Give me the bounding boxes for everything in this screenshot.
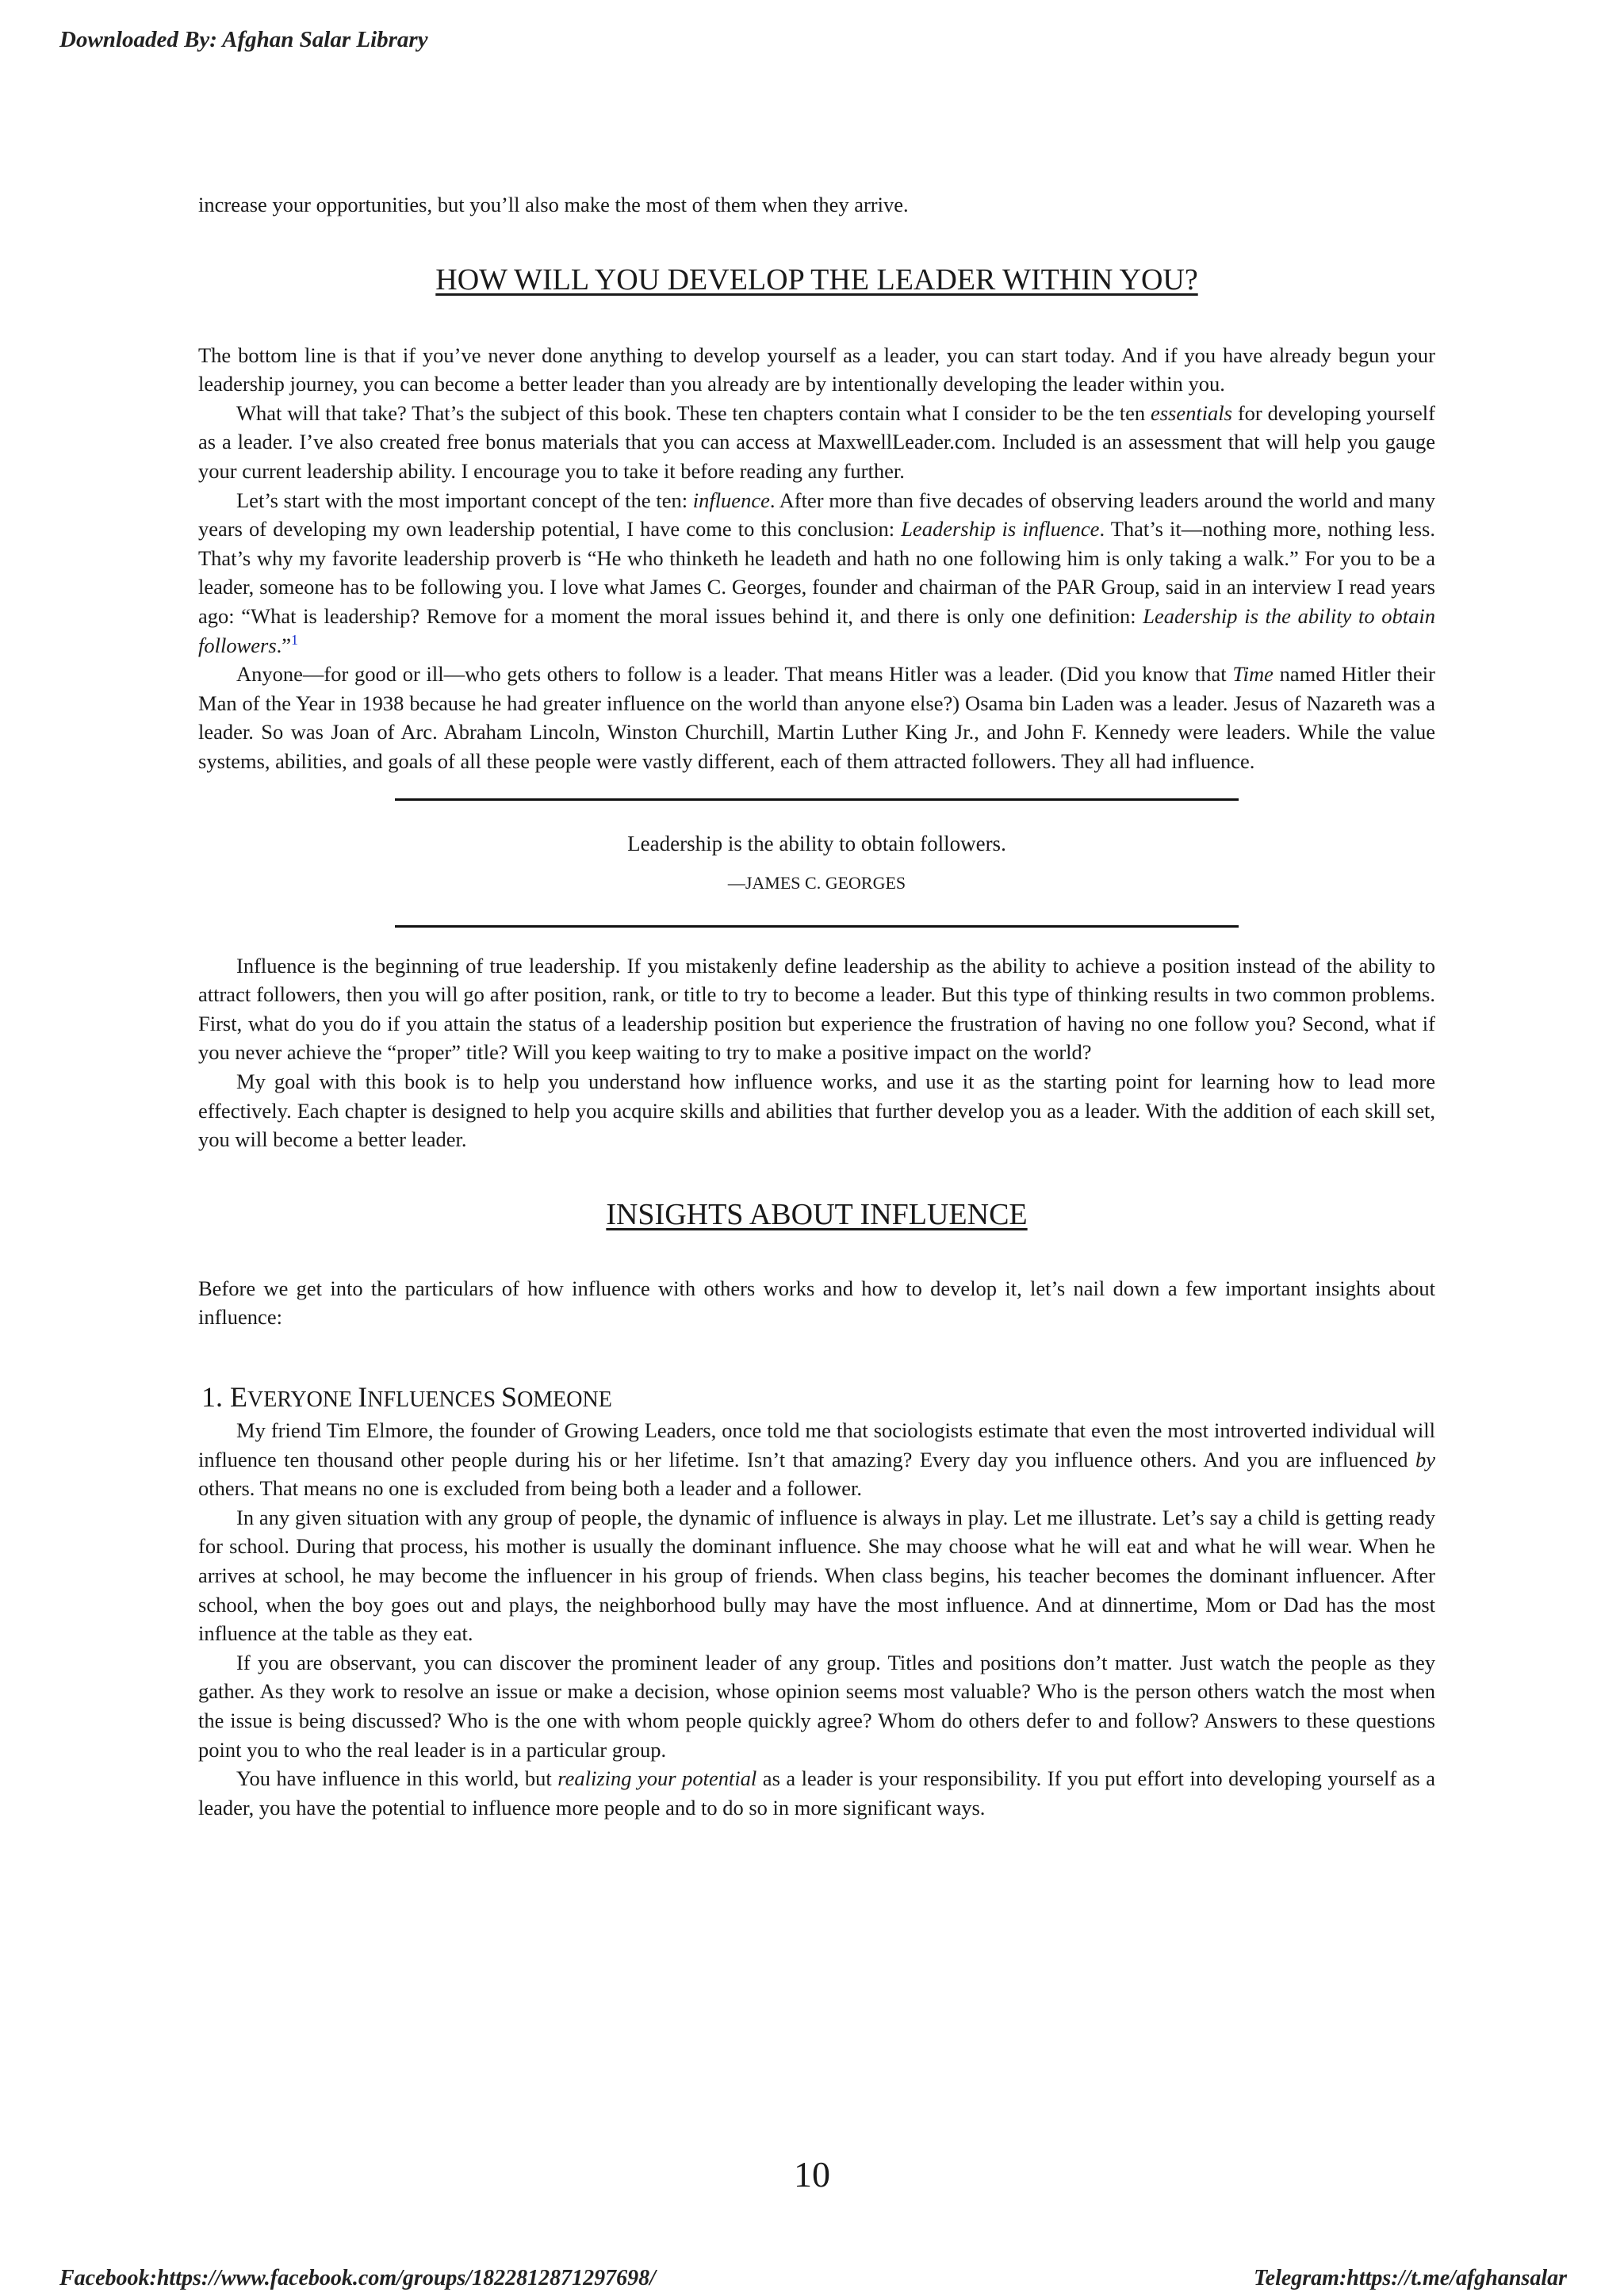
subheading: 1. EVERYONE INFLUENCES SOMEONE	[201, 1381, 612, 1414]
paragraph: increase your opportunities, but you’ll also make the most of them when they arrive.	[198, 193, 909, 216]
paragraph: If you are observant, you can discover the prominent leader of any group. Titles and positions don’t matter. Just watch the people as they gather. As they work to resolve an issue or make a decision, whose opinion seems most valuable? Who is the person others watch the most when the issue is being discussed? Who is the one with whom people quickly agree? Whom do others defer to and follow? Answers to these questions point you to who the real leader is in a particular group.	[198, 1650, 1435, 1762]
download-credit: Downloaded By: Afghan Salar Library	[59, 27, 428, 52]
paragraph: My goal with this book is to help you understand how influence works, and use it as the starting point for learning how to lead more effectively. Each chapter is designed to help you acquire skills and abilities that further develop you as a leader. With the addition of each skill set, you will become a better leader.	[198, 1070, 1435, 1152]
paragraph: You have influence in this world, but realizing your potential as a leader is your responsibility. If you put effort into developing yourself as a leader, you have the potential to influence more people and to do so in more significant ways.	[198, 1766, 1436, 1820]
pull-quote: Leadership is the ability to obtain followers.	[627, 831, 1006, 855]
section-heading-develop: HOW WILL YOU DEVELOP THE LEADER WITHIN YOU?	[435, 262, 1198, 297]
paragraph: Let’s start with the most important concept of the ten: influence. After more than five decades of observing leaders around the world and many years of developing my own leadership potential, I have come to this conclusion: Leadership is influence. That’s it—nothing more, nothing less. That’s why my favorite leadership proverb is “He who thinketh he leadeth and hath no one following him is only taking a walk.” For you to be a leader, someone has to be following you. I love what James C. Georges, founder and chairman of the PAR Group, said in an interview I read years ago: “What is leadership? Remove for a moment the moral issues behind it, and there is only one definition: Leadership is the ability to obtain followers.”$^1$	[198, 488, 1435, 657]
paragraph: In any given situation with any group of people, the dynamic of influence is always in play. Let me illustrate. Let’s say a child is getting ready for school. During that process, his mother is usually the dominant influence. She may choose what he will eat and what he will wear. When he arrives at school, he may become the influencer in his group of friends. When class begins, his teacher becomes the dominant influencer. After school, when the boy goes out and plays, the neighborhood bully may have the most influence. And at dinnertime, Mom or Dad has the most influence at the table as they eat.	[198, 1505, 1435, 1646]
paragraph: Anyone—for good or ill—who gets others to follow is a leader. That means Hitler was a leader. (Did you know that Time named Hitler their Man of the Year in 1938 because he had greater influence on the world than anyone else?) Osama bin Laden was a leader. Jesus of Nazareth was a leader. So was Joan of Arc. Abraham Lincoln, Winston Churchill, Martin Luther King Jr., and John F. Kennedy were leaders. While the value systems, abilities, and goals of all these people were vastly different, each of them attracted followers. They all had influence.	[198, 662, 1435, 773]
footer-facebook-link[interactable]: Facebook:https://www.facebook.com/groups/1822812871297698/	[59, 2266, 656, 2290]
footnote-link[interactable]: 1	[291, 631, 299, 648]
paragraph: What will that take? That’s the subject of this book. These ten chapters contain what I consider to be the ten essentials for developing yourself as a leader. I’ve also created free bonus materials that you can access at MaxwellLeader.com. Included is an assessment that will help you gauge your current leadership ability. I encourage you to take it before reading any further.	[198, 400, 1435, 483]
paragraph: The bottom line is that if you’ve never done anything to develop yourself as a leader, you can start today. And if you have already begun your leadership journey, you can become a better leader than you already are by intentionally developing the leader within you.	[198, 342, 1435, 396]
section-heading-insights: INSIGHTS ABOUT INFLUENCE	[606, 1197, 1028, 1231]
footer-telegram-link[interactable]: Telegram:https://t.me/afghansalar	[1254, 2266, 1567, 2290]
page-body	[198, 190, 1435, 1822]
paragraph: Influence is the beginning of true leadership. If you mistakenly define leadership as the ability to achieve a position instead of the ability to attract followers, then you will go after position, rank, or title to try to become a leader. But this type of thinking results in two common problems. First, what do you do if you attain the status of a leadership position but experience the frustration of having no one follow you? Second, what if you never achieve the “proper” title? Will you keep waiting to try to make a positive impact on the world?	[198, 953, 1435, 1065]
paragraph: My friend Tim Elmore, the founder of Growing Leaders, once told me that sociologists estimate that even the most introverted individual will influence ten thousand other people during his or her lifetime. Isn’t that amazing? Every day you influence others. And you are influenced by others. That means no one is excluded from being both a leader and a follower.	[198, 1418, 1435, 1501]
page-number: 10	[794, 2154, 830, 2195]
quote-attribution: —JAMES C. GEORGES	[727, 873, 906, 894]
paragraph: Before we get into the particulars of how influence with others works and how to develop it, let’s nail down a few important insights about influence:	[198, 1276, 1435, 1330]
